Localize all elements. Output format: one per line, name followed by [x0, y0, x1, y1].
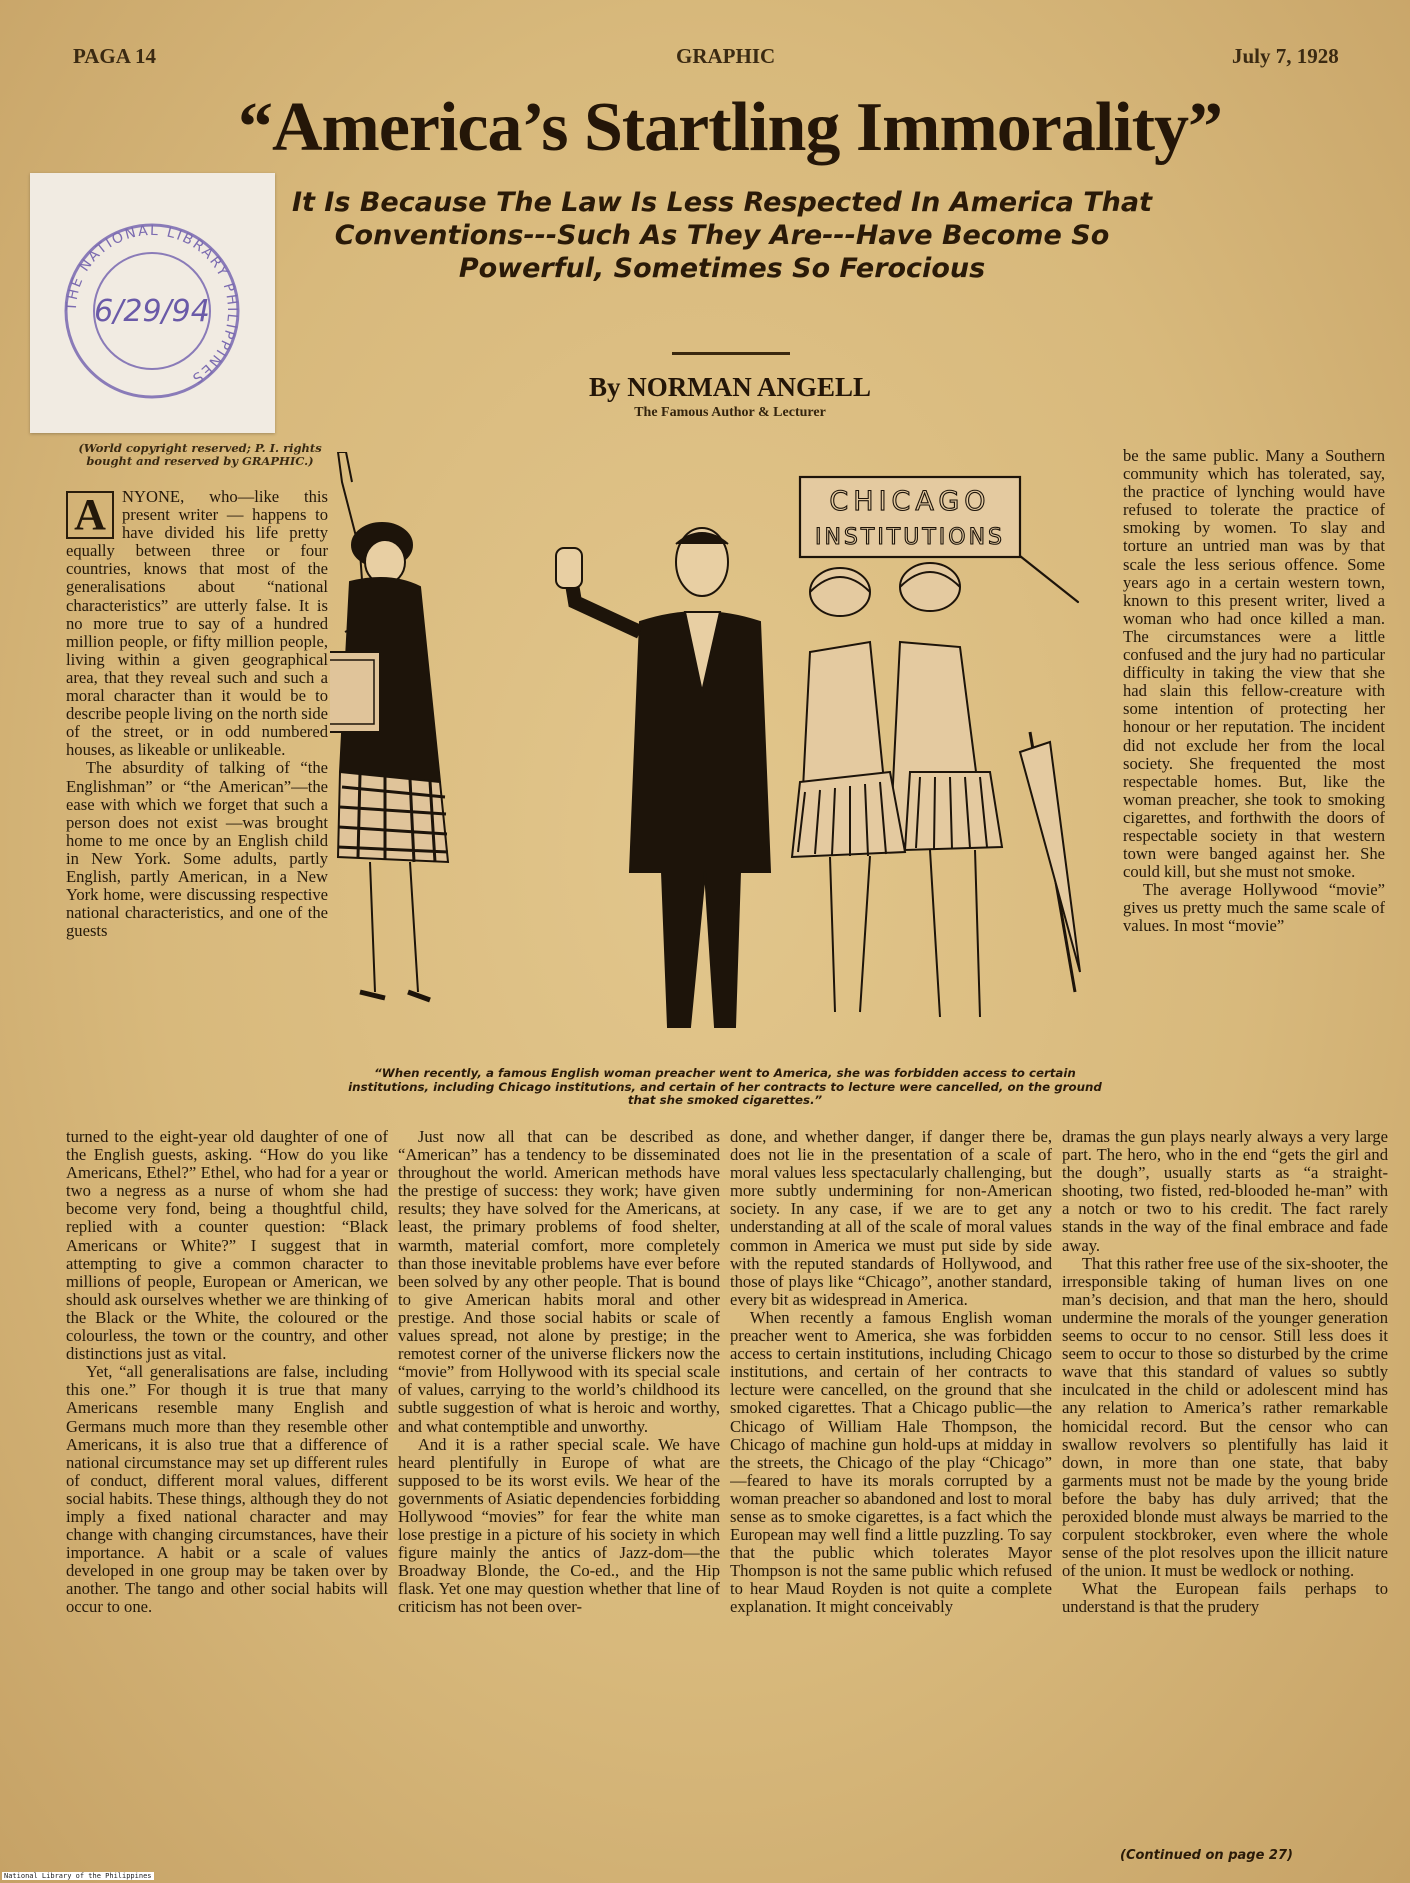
issue-date: July 7, 1928 — [1232, 44, 1339, 68]
paragraph: The absurdity of talking of “the Englishman” or “the American”—the ease with which we forget that such a person does not exist —was brought home to me once by an English child in New York. Some adults, partly English, partly American, in a New York home, were discussing respective national characteristics, and one of the guests — [66, 758, 328, 941]
byline-subtitle: The Famous Author & Lecturer — [634, 405, 826, 420]
headline: “America’s Startling Immorality” — [237, 89, 1223, 166]
cartoon-illustration — [330, 452, 1110, 1050]
publication-name: GRAPHIC — [676, 44, 776, 68]
paragraph: done, and whether danger, if danger there be, does not lie in the presentation of a scale of moral values less spectacularly challenging, but more subtly undermining for non-American society. In any case, if we are to get any understanding at all of the scale of moral values common in America we must put side by side with the reputed standards of Hollywood, and those of plays like “Chicago”, another standard, every bit as widespread in America. — [730, 1128, 1052, 1309]
archive-footer: National Library of the Philippines — [4, 1872, 152, 1880]
stamp-date: 6/29/94 — [94, 294, 210, 329]
paragraph: What the European fails perhaps to understand is that the prudery — [1062, 1579, 1388, 1617]
sign-text-line-2: INSTITUTIONS — [814, 525, 1006, 550]
deck-divider — [672, 352, 790, 355]
deck-subheadline: It Is Because The Law Is Less Respected In America That Conventions---Such As They Are---Have Become So Powerful, Sometimes So Ferocious — [291, 187, 1153, 284]
paragraph: NYONE, who—like this present writer — happens to have divided his life pretty equally between three or four countries, knows that most of the generalisations about “national characteristics” are utterly false. It is no more true to say of a hundred million people, or fifty million people, living within a given geographical area, that they reveal such and such a moral character than it would be to describe people living on the north side of the street, or in odd numbered houses, as likeable or unlikeable. — [66, 488, 328, 760]
article-column-1-bottom — [66, 1128, 388, 1833]
drop-cap: A — [66, 491, 114, 539]
library-stamp — [30, 173, 275, 433]
paragraph: be the same public. Many a Southern community which has tolerated, say, the practice of lynching would have refused to tolerate the practice of smoking by women. To slay and torture an untried man was by that scale the less serious offence. Some years ago in a certain western town, known to this present writer, lived a woman who had once killed a man. The circumstances were a little confused and the jury had no particular difficulty in taking the view that she had slain this fellow-creature with some intention of protecting her honour or her reputation. The incident did not exclude her from the local society. She frequented the most respectable homes. But, like the woman preacher, she took to smoking cigarettes, and forthwith the doors of respectable society in that western town were banged against her. She could kill, but she must not smoke. — [1123, 447, 1385, 882]
stamp-ring-text: THE NATIONAL LIBRARY PHILIPPINES — [63, 222, 241, 388]
paragraph: That this rather free use of the six-shooter, the irresponsible taking of human lives on one man’s decision, and that man the hero, should undermine the morals of the younger generation seems to occur to no censor. Still less does it seem to occur to those so disturbed by the crime wave that this standard of values so subtly inculcated in the child or adolescent mind has any relation to America’s rather remarkable homicidal record. But the censor who can swallow revolvers so plentifully has laid it down, in more than one state, that baby garments must not be made by the young bride before the baby has duly arrived; that the peroxided blonde must always be married to the corpulent stockbroker, even where the whole sense of the plot resolves upon the illicit nature of the union. It must be wedlock or nothing. — [1062, 1253, 1388, 1581]
copyright-notice: (World copyright reserved; P. I. rights bought and reserved by GRAPHIC.) — [78, 441, 322, 468]
paragraph: dramas the gun plays nearly always a very large part. The hero, who in the end “gets the girl and the dough”, usually starts as “a straight-shooting, two fisted, red-blooded he-man” with a notch or two to his credit. The fact rarely stands in the way of the final embrace and fade away. — [1062, 1128, 1388, 1255]
flapper-girls-figure — [792, 563, 1080, 1017]
byline-author: By NORMAN ANGELL — [588, 372, 872, 402]
paragraph: turned to the eight-year old daughter of one of the English guests, asking. “How do you like Americans, Ethel?” Ethel, who had for a year or two a negress as a nurse of whom she had become very fond, being a thoughtful child, replied with a counter question: “Black Americans or White?” I suggest that in attempting to give a common character to millions of people, European or American, we should ask ourselves whether we are thinking of the Black or the White, the coloured or the colourless, the town or the country, and other distinctions just as vital. — [66, 1128, 388, 1364]
continued-notice: (Continued on page 27) — [1120, 1848, 1293, 1863]
paragraph: Just now all that can be described as “American” has a tendency to be disseminated throughout the world. American methods have the prestige of success: they work; have given results; they have solved for the Americans, at least, the primary problems of food shelter, warmth, material comfort, more completely than those inevitable problems have ever before been solved by any other people. That is bound to give American habits moral and other prestige. And those social habits or scale of values spread, not alone by prestige; in the remotest corner of the universe flickers now the “movie” from Hollywood with its special scale of values, carrying to the world’s childhood its subtle suggestion of what is heroic and worthy, and what contemptible and unworthy. — [398, 1128, 720, 1436]
paragraph: The average Hollywood “movie” gives us pretty much the same scale of values. In most “movie” — [1123, 880, 1385, 936]
man-figure — [556, 528, 770, 1027]
article-column-4-bottom — [1062, 1128, 1388, 1833]
article-column-1-top — [66, 488, 328, 1120]
paragraph: Yet, “all generalisations are false, including this one.” For though it is true that many Americans resemble many English and Germans much more than they resemble other Americans, it is also true that a difference of national circumstance may set up different rules of conduct, different moral values, different social habits. These things, although they do not imply a fixed national character and may change with changing circumstances, have their importance. A habit or a scale of values developed in one group may be taken over by another. The tango and other social habits will occur to one. — [66, 1362, 388, 1617]
paragraph: And it is a rather special scale. We have heard plentifully in Europe of what are supposed to be its worst evils. We hear of the governments of Asiatic dependencies forbidding Hollywood “movies” for fear the white man lose prestige in a picture of his society in which figure mainly the antics of Jazz-dom—the Broadway Blonde, the Co-ed., and the Hip flask. Yet one may question whether that line of criticism has not been over- — [398, 1434, 720, 1617]
woman-preacher-figure — [330, 452, 448, 1000]
article-column-2 — [398, 1128, 720, 1833]
article-column-4-top — [1123, 447, 1385, 1127]
library-stamp-card — [30, 173, 275, 433]
illustration-caption: “When recently, a famous English woman preacher went to America, she was forbidden access to certain institutions, including Chicago institutions, and certain of her contracts to lecture were cancelled, on the ground that she smoked cigarettes.” — [348, 1066, 1102, 1107]
paragraph: When recently a famous English woman preacher went to America, she was forbidden access to certain institutions, including Chicago institutions, and certain of her contracts to lecture were cancelled, on the ground that she smoked cigarettes. That a Chicago public—the Chicago of William Hale Thompson, the Chicago of machine gun hold-ups at midday in the streets, the Chicago of the play “Chicago” —feared to have its morals corrupted by a woman preacher so abandoned and lost to moral sense as to smoke cigarettes, is a fact which the European may well find a little puzzling. To say that the public which tolerates Mayor Thompson is not the same public which refused to hear Maud Royden is not quite a complete explanation. It might conceivably — [730, 1307, 1052, 1617]
sign-text-line-1: CHICAGO — [829, 486, 991, 517]
article-column-3 — [730, 1128, 1052, 1833]
page-number: PAGA 14 — [73, 44, 157, 68]
